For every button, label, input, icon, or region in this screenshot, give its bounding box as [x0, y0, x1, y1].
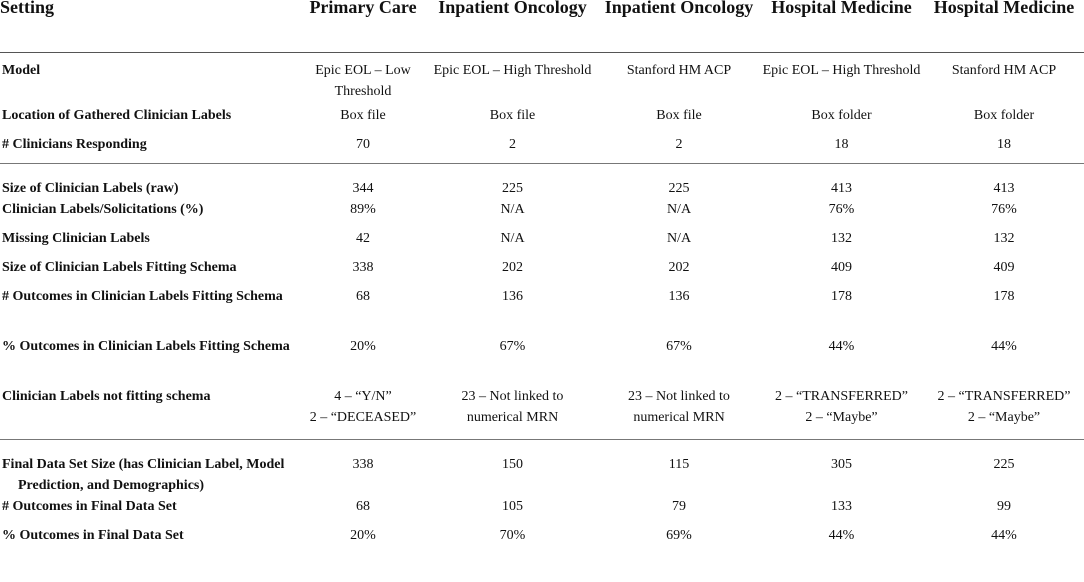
cell-value: 409	[993, 260, 1015, 275]
cell-value: 338	[352, 260, 374, 275]
cell-value: 67%	[499, 339, 526, 354]
cell-value: 202	[502, 260, 523, 275]
cell-value: N/A	[666, 202, 692, 217]
table-cell	[599, 199, 759, 228]
cell-value: 79	[672, 499, 686, 514]
cell-value: 18	[997, 137, 1011, 152]
cell-value: 67%	[666, 339, 692, 354]
cell-value: 409	[831, 260, 852, 275]
table-cell	[599, 336, 759, 386]
table-cell	[924, 164, 1084, 200]
row-label-text: Clinician Labels not fitting schema	[2, 389, 211, 404]
cell-value: 305	[831, 457, 852, 472]
table-cell	[426, 386, 599, 440]
cell-value: N/A	[500, 202, 525, 217]
cell-value: 44%	[991, 528, 1017, 543]
row-label-text: # Outcomes in Final Data Set	[2, 499, 177, 514]
table-cell	[599, 53, 759, 106]
table-cell	[759, 257, 924, 286]
cell-value: 69%	[666, 528, 692, 543]
table-cell	[426, 228, 599, 257]
column-header-hospital-medicine-epic: Hospital Medicine	[759, 0, 924, 53]
cell-value: 136	[668, 289, 690, 304]
table-cell	[599, 440, 759, 497]
table-cell	[759, 336, 924, 386]
table-cell	[300, 525, 426, 554]
cell-value: 68	[356, 499, 370, 514]
cell-line: 23 – Not linked to	[628, 389, 730, 404]
row-label	[0, 257, 300, 286]
row-label	[0, 286, 300, 336]
row-label-text: Final Data Set Size (has Clinician Label, Model Prediction, and Demographics)	[2, 457, 285, 493]
cell-value: 42	[356, 231, 370, 246]
cell-value: 105	[502, 499, 523, 514]
cell-value: 136	[502, 289, 523, 304]
table-cell	[426, 257, 599, 286]
cell-value: 2	[509, 137, 516, 152]
table-cell	[300, 134, 426, 164]
cell-value: 99	[997, 499, 1011, 514]
header-row	[0, 0, 1084, 53]
row-label-text: Size of Clinician Labels Fitting Schema	[2, 260, 237, 275]
table-row	[0, 53, 1084, 106]
cell-value: 150	[502, 457, 523, 472]
table-cell	[759, 525, 924, 554]
column-header-setting: Setting	[0, 0, 300, 53]
table-cell	[426, 336, 599, 386]
table-row	[0, 105, 1084, 134]
table-cell	[599, 286, 759, 336]
row-label-text: Clinician Labels/Solicitations (%)	[2, 202, 204, 217]
cell-line: 23 – Not linked to	[461, 389, 564, 404]
table-cell	[924, 53, 1084, 106]
cell-value: Epic EOL – High Threshold	[433, 63, 592, 78]
cell-value: Stanford HM ACP	[626, 63, 732, 78]
row-label	[0, 105, 300, 134]
table-cell	[300, 440, 426, 497]
cell-value: 132	[993, 231, 1015, 246]
row-label	[0, 440, 300, 497]
row-label-text: % Outcomes in Final Data Set	[2, 528, 184, 543]
cell-value: 76%	[991, 202, 1017, 217]
cell-value: 225	[993, 457, 1015, 472]
table-cell	[426, 53, 599, 106]
cell-value: 133	[831, 499, 852, 514]
cell-value: 70%	[499, 528, 526, 543]
table-cell	[759, 134, 924, 164]
table-cell	[426, 525, 599, 554]
column-header-primary-care: Primary Care	[300, 0, 426, 53]
cell-value: 44%	[991, 339, 1017, 354]
table-row	[0, 386, 1084, 440]
cell-line: 2 – “TRANSFERRED”	[775, 389, 908, 404]
table-cell	[300, 286, 426, 336]
cell-value: 68	[356, 289, 370, 304]
row-label-text: Location of Gathered Clinician Labels	[2, 108, 232, 123]
table-cell	[300, 336, 426, 386]
table-row	[0, 164, 1084, 200]
row-label	[0, 164, 300, 200]
table-cell	[759, 440, 924, 497]
table-cell	[300, 53, 426, 106]
cell-value: 2	[675, 137, 683, 152]
cell-value: 115	[668, 457, 690, 472]
table-cell	[924, 134, 1084, 164]
table-cell	[924, 336, 1084, 386]
table-cell	[599, 228, 759, 257]
row-label	[0, 386, 300, 440]
table-cell	[759, 228, 924, 257]
table-cell	[924, 286, 1084, 336]
cell-line: 2 – “TRANSFERRED”	[937, 389, 1071, 404]
row-label	[0, 134, 300, 164]
table-cell	[426, 496, 599, 525]
cell-line: numerical MRN	[466, 410, 559, 425]
column-header-inpatient-oncology-stanford: Inpatient Oncology	[599, 0, 759, 53]
table-cell	[759, 496, 924, 525]
cell-value: 413	[993, 181, 1015, 196]
cell-value: N/A	[666, 231, 692, 246]
cell-value: 225	[668, 181, 690, 196]
cell-value: 338	[352, 457, 374, 472]
table-cell	[599, 164, 759, 200]
row-label	[0, 228, 300, 257]
cell-value: 202	[668, 260, 690, 275]
table-cell	[300, 199, 426, 228]
table-row	[0, 257, 1084, 286]
row-label	[0, 336, 300, 386]
cell-value: 344	[352, 181, 374, 196]
cell-line: 2 – “Maybe”	[967, 410, 1041, 425]
table-cell	[924, 386, 1084, 440]
cell-line: 2 – “Maybe”	[805, 410, 878, 425]
table-cell	[759, 199, 924, 228]
table-cell	[599, 386, 759, 440]
table-cell	[426, 105, 599, 134]
table-cell	[426, 164, 599, 200]
cell-value: N/A	[500, 231, 525, 246]
cell-value: 413	[831, 181, 852, 196]
table-header	[0, 0, 1084, 53]
row-label-text: Missing Clinician Labels	[2, 231, 150, 246]
table-cell	[300, 257, 426, 286]
cell-value: 178	[831, 289, 852, 304]
table-cell	[924, 496, 1084, 525]
table-cell	[924, 440, 1084, 497]
table-row	[0, 496, 1084, 525]
table-cell	[599, 525, 759, 554]
row-label-text: % Outcomes in Clinician Labels Fitting Schema	[2, 339, 290, 354]
cell-line: numerical MRN	[633, 410, 725, 425]
row-label-text: Size of Clinician Labels (raw)	[2, 181, 179, 196]
cell-line: 4 – “Y/N”	[334, 389, 392, 404]
cell-value: 20%	[350, 339, 376, 354]
table-row	[0, 199, 1084, 228]
column-header-hospital-medicine-stanford: Hospital Medicine	[924, 0, 1084, 53]
table-cell	[300, 105, 426, 134]
row-label	[0, 53, 300, 106]
table-cell	[924, 105, 1084, 134]
table-row	[0, 336, 1084, 386]
cell-value: Box folder	[811, 108, 872, 123]
table-row	[0, 134, 1084, 164]
row-label	[0, 496, 300, 525]
table-cell	[599, 496, 759, 525]
cell-value: Epic EOL – Low Threshold	[315, 63, 411, 99]
row-label-text: # Outcomes in Clinician Labels Fitting Schema	[2, 289, 283, 304]
table-row	[0, 228, 1084, 257]
cell-value: 89%	[350, 202, 376, 217]
table-row	[0, 440, 1084, 497]
cell-value: Box folder	[973, 108, 1035, 123]
cell-value: Box file	[489, 108, 536, 123]
cell-value: 178	[993, 289, 1015, 304]
table-cell	[599, 105, 759, 134]
table-cell	[924, 257, 1084, 286]
cell-value: Box file	[340, 108, 386, 123]
cell-value: 70	[356, 137, 370, 152]
table-cell	[759, 164, 924, 200]
row-label-text: # Clinicians Responding	[2, 137, 147, 152]
table-cell	[300, 228, 426, 257]
row-label	[0, 199, 300, 228]
cell-value: 18	[834, 137, 849, 152]
table-cell	[300, 164, 426, 200]
table-cell	[426, 134, 599, 164]
row-label	[0, 525, 300, 554]
cell-value: 44%	[828, 528, 855, 543]
table-cell	[924, 199, 1084, 228]
cell-value: Box file	[656, 108, 702, 123]
cell-line: 2 – “DECEASED”	[309, 410, 417, 425]
cell-value: 20%	[350, 528, 376, 543]
table-cell	[924, 525, 1084, 554]
row-label-text: Model	[2, 63, 41, 78]
column-header-inpatient-oncology-epic: Inpatient Oncology	[426, 0, 599, 53]
table-row	[0, 525, 1084, 554]
table-cell	[759, 286, 924, 336]
table-cell	[426, 286, 599, 336]
cell-value: Stanford HM ACP	[951, 63, 1057, 78]
table-cell	[759, 386, 924, 440]
table-cell	[300, 496, 426, 525]
table-cell	[300, 386, 426, 440]
cell-value: 132	[831, 231, 852, 246]
cell-value: Epic EOL – High Threshold	[762, 63, 921, 78]
table-cell	[759, 53, 924, 106]
table-cell	[924, 228, 1084, 257]
table-row	[0, 286, 1084, 336]
cell-value: 225	[502, 181, 523, 196]
cell-value: 44%	[828, 339, 855, 354]
table-cell	[599, 257, 759, 286]
table-cell	[426, 440, 599, 497]
table-cell	[759, 105, 924, 134]
table-cell	[599, 134, 759, 164]
table-cell	[426, 199, 599, 228]
cell-value: 76%	[828, 202, 855, 217]
table-body	[0, 53, 1084, 555]
